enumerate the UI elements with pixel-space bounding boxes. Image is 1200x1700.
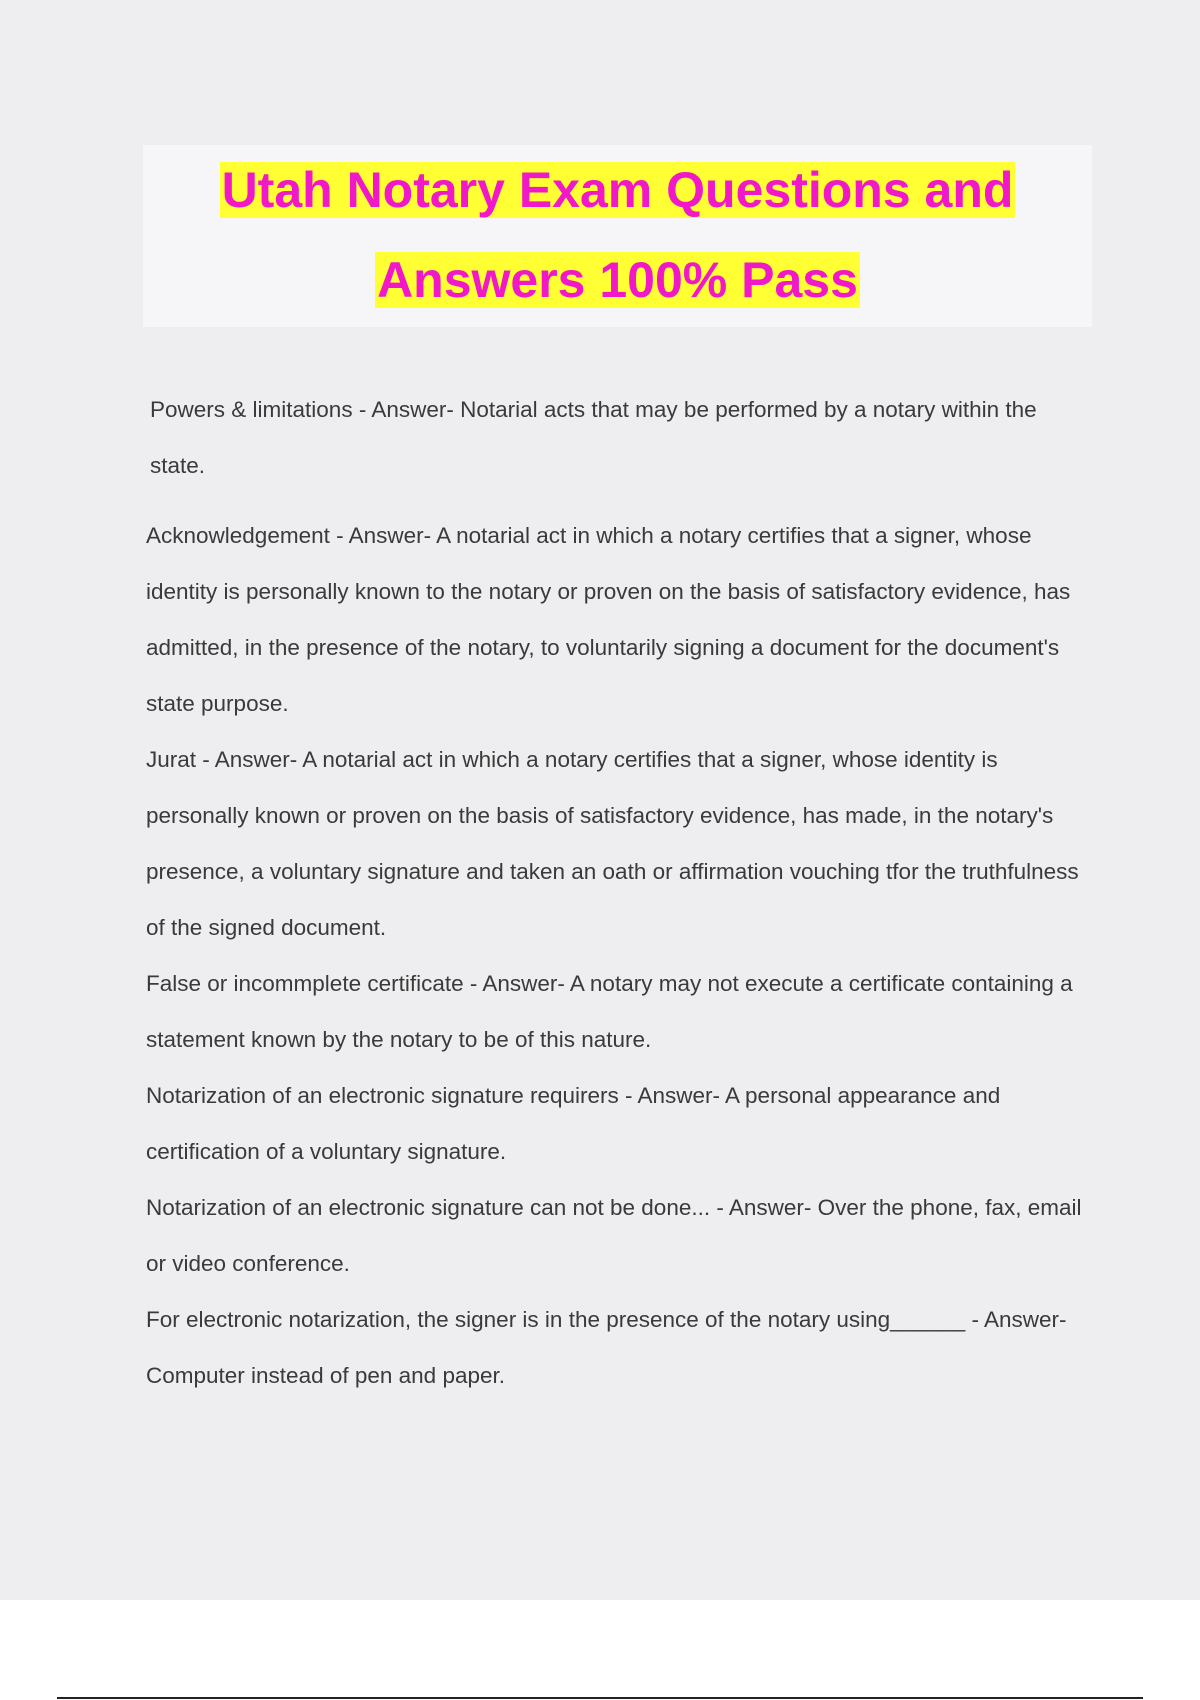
qa-entry-false-certificate: False or incommplete certificate - Answer- A notary may not execute a certificate containing a statement known by the notary to be of this nature. — [146, 971, 1073, 1052]
footer-divider — [57, 1697, 1143, 1699]
title-text-1: Utah Notary Exam Questions and — [221, 162, 1014, 218]
qa-entry-powers: Powers & limitations - Answer- Notarial acts that may be performed by a notary within the state. — [150, 397, 1037, 478]
qa-list — [146, 382, 1096, 1404]
title-block — [143, 145, 1092, 327]
title-line-1 — [143, 145, 1092, 235]
qa-entry-acknowledgement: Acknowledgement - Answer- A notarial act in which a notary certifies that a signer, whose identity is personally known to the notary or proven on the basis of satisfactory evidence, has admitted, in the presence of the notary, to voluntarily signing a document for the document's state purpose. — [146, 523, 1071, 716]
qa-entry-jurat: Jurat - Answer- A notarial act in which a notary certifies that a signer, whose identity is personally known or proven on the basis of satisfactory evidence, has made, in the notary's presence, a voluntary signature and taken an oath or affirmation vouching tfor the truthfulness of the signed document. — [146, 747, 1079, 940]
qa-entry-esignature-requires: Notarization of an electronic signature requirers - Answer- A personal appearance and certification of a voluntary signature. — [146, 1083, 1001, 1164]
qa-entry-esignature-not-done: Notarization of an electronic signature can not be done... - Answer- Over the phone, fax, email or video conference. — [146, 1195, 1082, 1276]
qa-entry-electronic-notarization: For electronic notarization, the signer is in the presence of the notary using______ - Answer- Computer instead of pen and paper. — [146, 1307, 1067, 1388]
title-text-2: Answers 100% Pass — [377, 252, 858, 308]
title-line-2 — [143, 235, 1092, 325]
